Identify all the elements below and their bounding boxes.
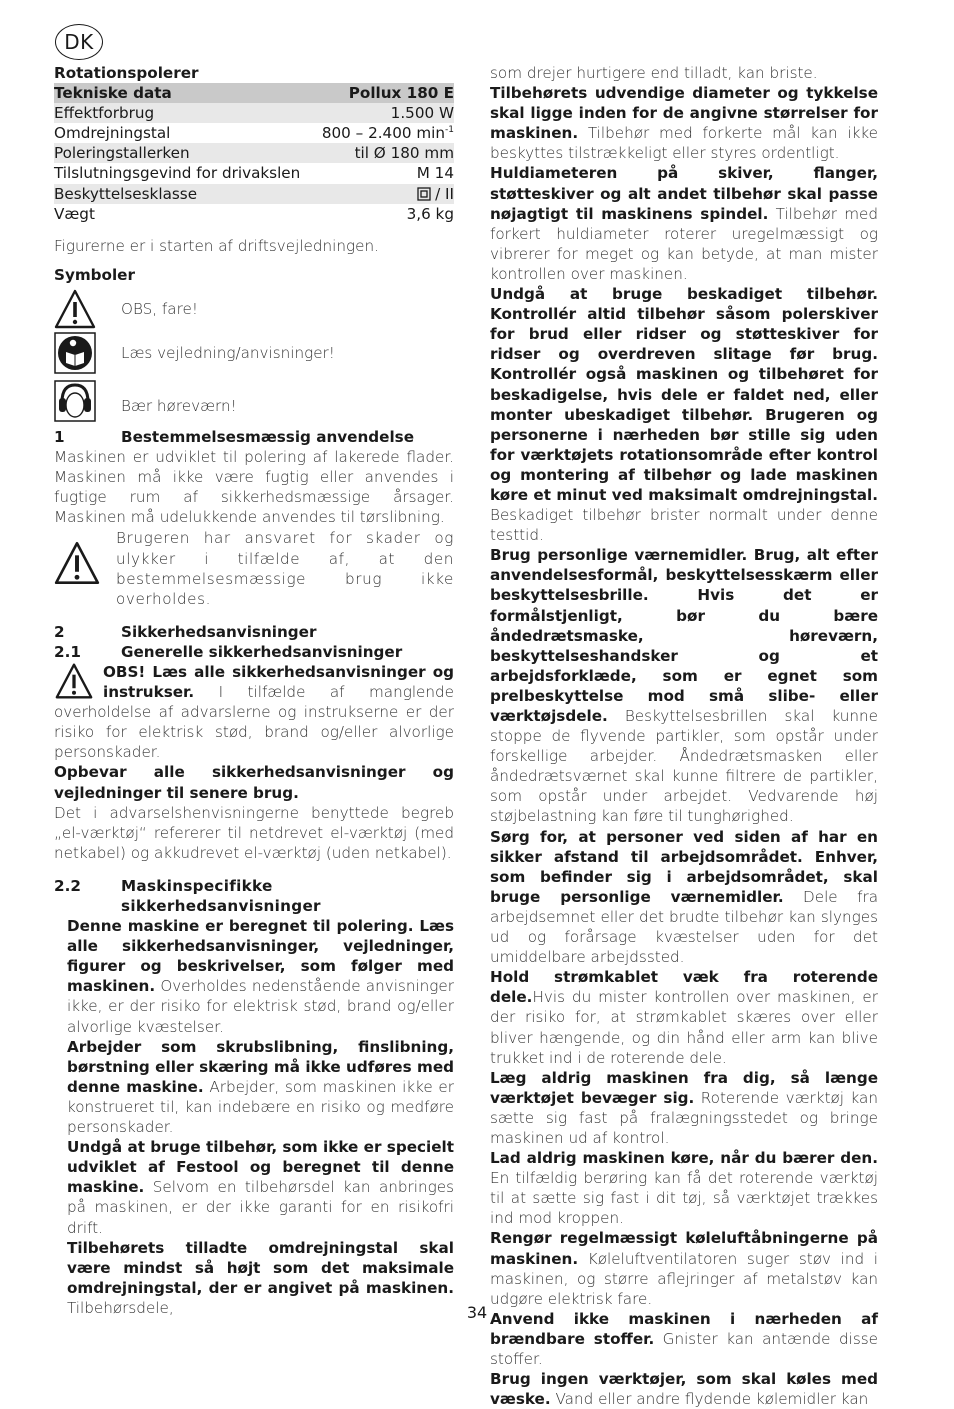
product-title: Rotationspolerer (54, 64, 199, 82)
safety-paragraph: Brug ingen værktøjer, som skal køles med væske. Vand eller andre flydende kølemidler kan (490, 1370, 878, 1409)
table-cell: Tilslutningsgevind for drivakslen (54, 164, 301, 183)
keep-instructions: Opbevar alle sikkerhedsanvisninger og vejledninger til senere brug. (54, 763, 454, 802)
table-row (54, 163, 454, 183)
safety-paragraph: Tilbehørets tilladte omdrejningstal skal være mindst så højt som det maksimale omdrejningstal, der er angivet på maskinen. Tilbehørsdele, (67, 1238, 454, 1317)
warning-triangle-icon (54, 540, 100, 586)
liability-text: Brugeren har ansvaret for skader og ulykker i tilfælde af, at den bestemmelsesmæssige brug ikke overholdes. (116, 529, 454, 608)
table-cell: 1.500 W (314, 103, 454, 123)
section-heading: 2.2 Maskinspecifikke sikkerhedsanvisninger (54, 876, 321, 915)
symbol-label: Læs vejledning/anvisninger! (121, 343, 335, 362)
section-heading: 1 Bestemmelsesmæssig anvendelse (54, 427, 414, 446)
table-cell: Effektforbrug (54, 103, 314, 123)
safety-paragraph: Huldiameteren på skiver, flanger, støtteskiver og alt andet tilbehør skal passe nøjagtigt til maskinens spindel. Tilbehør med forkert huldiameter roterer uregelmæssigt og vibrerer for meget og kan betyde, at man mister kontrollen over maskinen. (490, 164, 878, 283)
symbol-label: OBS, fare! (121, 299, 198, 318)
table-cell: 800 – 2.400 $\min^{-1}$ (321, 124, 454, 143)
table-cell: M 14 (416, 164, 454, 183)
table-header-row (54, 83, 454, 103)
symbol-row (54, 287, 454, 331)
ear-protection-icon (54, 380, 96, 422)
table-cell: Vægt (54, 204, 95, 223)
page-number: 34 (466, 1303, 488, 1322)
safety-paragraph: Undgå at bruge beskadiget tilbehør. Kontrollér altid tilbehør såsom polerskiver for brud eller ridser og støtteskiver for ridser og overdreven slitage før brug. Kontrollér også maskinen og tilbehøret for beskadigelse, hvis dele er faldet ned, eller monter ubeskadiget tilbehør. Brugeren og personerne i nærheden bør stille sig uden for værktøjets rotationsområde efter kontrol og montering af tilbehør og lade maskinen køre et minut ved maksimalt omdrejningstal. Beskadiget tilbehør brister normalt under denne testtid. (490, 285, 878, 545)
section-heading: 2.1 Generelle sikkerhedsanvisninger (54, 642, 403, 661)
right-column (490, 63, 878, 1409)
symbol-row (54, 375, 454, 427)
safety-paragraph: Lad aldrig maskinen køre, når du bærer den. En tilfældig berøring kan få det roterende værktøj til at sætte sig fast i dit tøj, så værktøjet trækkes ind mod kroppen. (490, 1149, 878, 1228)
read-manual-icon (54, 332, 96, 374)
table-cell: Poleringstallerken (54, 143, 314, 163)
protection-class-icon (417, 187, 431, 201)
symbol-label: Bær høreværn! (121, 396, 237, 415)
symbol-row (54, 331, 454, 375)
table-cell: 3,6 kg (406, 204, 454, 223)
safety-paragraph: Anvend ikke maskinen i nærheden af brændbare stoffer. Gnister kan antænde disse stoffer. (490, 1309, 878, 1368)
language-badge: DK (55, 24, 103, 60)
safety-paragraph: Brug personlige værnemidler. Brug, alt efter anvendelsesformål, beskyttelsesskærm eller beskyttelsesbrille. Hvis det er formålstjenligt, bør du bære åndedrætsmaske, høreværn, beskyttelseshandsker og et arbejdsforklæde, som er egnet som prelbeskyttelse mod små slibe- eller værktøjsdele. Beskyttelsesbrillen skal kunne stoppe de flyvende partikler, som opstår under forskellige arbejder. Åndedrætsmasken eller åndedrætsværnet skal kunne filtrere de partikler, som opstår under arbejdet. Vedvarende høj støjbelastning kan føre til tunghørighed. (490, 546, 878, 826)
safety-paragraph: Læg aldrig maskinen fra dig, så længe værktøjet bevæger sig. Roterende værktøj kan sætte sig fast på fralægningsstedet og bringe maskinen ud af kontrol. (490, 1068, 878, 1147)
safety-paragraph: Sørg for, at personer ved siden af har en sikker afstand til arbejdsområdet. Enhver, som befinder sig i arbejdsområdet, skal bruge personlige værnemidler. Dele fra arbejdsemnet eller det brudte tilbehør kan slynges ud og forårsage kvæstelser uden for det umiddelbare arbejdssted. (490, 827, 878, 967)
table-cell: til Ø 180 mm (314, 143, 454, 163)
technical-data-table (54, 83, 454, 224)
safety-paragraph: Tilbehørets udvendige diameter og tykkelse skal ligge inden for de angivne størrelser for maskinen. Tilbehør med forkerte mål kan ikke beskyttes tilstrækkeligt eller styres ordentligt. (490, 84, 878, 163)
table-row (54, 143, 454, 163)
specific-safety-list (54, 916, 454, 1318)
term-definition: Det i advarselshenvisningerne benyttede begreb „el-værktøj“ refererer til netdrevet el-værktøj (med netkabel) og akkudrevet el-værktøj (uden netkabel). (54, 803, 454, 862)
section-heading: 2 Sikkerhedsanvisninger (54, 622, 317, 641)
table-cell: Beskyttelsesklasse (54, 184, 314, 204)
symbols-heading: Symboler (54, 265, 135, 284)
figures-note: Figurerne er i starten af driftsvejledningen. (54, 236, 379, 255)
safety-paragraph: Denne maskine er beregnet til polering. Læs alle sikkerhedsanvisninger, vejledninger, figurer og beskrivelser, som følger med maskinen. Overholdes nedenstående anvisninger ikke, er der risiko for elektrisk stød, brand og/eller alvorlige kvæstelser. (67, 917, 454, 1036)
intended-use-text: Maskinen er udviklet til polering af lakerede flader. Maskinen må ikke være fugtig eller anvendes i fugtige rum af sikkerhedsmæssige årsager. Maskinen må udelukkende anvendes til tørslibning. (54, 448, 454, 527)
table-header-label: Tekniske data (54, 83, 314, 103)
table-row (54, 204, 454, 224)
safety-paragraph: Rengør regelmæssigt køleluftåbningerne på maskinen. Køleluftventilatoren suger støv ind i maskinen, og større aflejringer af metalstøv kan udgøre elektrisk fare. (490, 1229, 878, 1308)
warning-triangle-icon (54, 662, 94, 700)
safety-paragraph: Hold strømkablet væk fra roterende dele.Hvis du mister kontrollen over maskinen, er der risiko for, at strømkablet skæres over eller bliver hængende, og din hånd eller arm kan blive trukket ind i de roterende dele. (490, 968, 878, 1067)
safety-paragraph: Arbejder som skrubslibning, finslibning, børstning eller skæring må ikke udføres med denne maskine. Arbejder, som maskinen ikke er konstrueret til, kan indebære en risiko og medføre personskader. (67, 1037, 455, 1137)
table-row (54, 123, 454, 143)
safety-paragraph: Undgå at bruge tilbehør, som ikke er specielt udviklet af Festool og beregnet til denne maskine. Selvom en tilbehørsdel kan anbringes på maskinen, er der ikke garanti for en risikofri drift. (67, 1138, 454, 1237)
left-column (54, 63, 454, 1318)
table-cell: Omdrejningstal (54, 124, 171, 143)
table-cell: / II (314, 184, 454, 204)
warning-triangle-icon (54, 288, 96, 330)
general-warning: OBS! Læs alle sikkerhedsanvisninger og instrukser. I tilfælde af manglende overholdelse af advarslerne og instrukserne er der risiko for elektrisk stød, brand og/eller alvorlige personskader. (54, 662, 454, 762)
table-row (54, 184, 454, 204)
table-header-model: Pollux 180 E (314, 83, 454, 103)
liability-warning (54, 528, 454, 608)
table-row (54, 103, 454, 123)
safety-paragraph: som drejer hurtigere end tilladt, kan briste. (490, 64, 818, 82)
